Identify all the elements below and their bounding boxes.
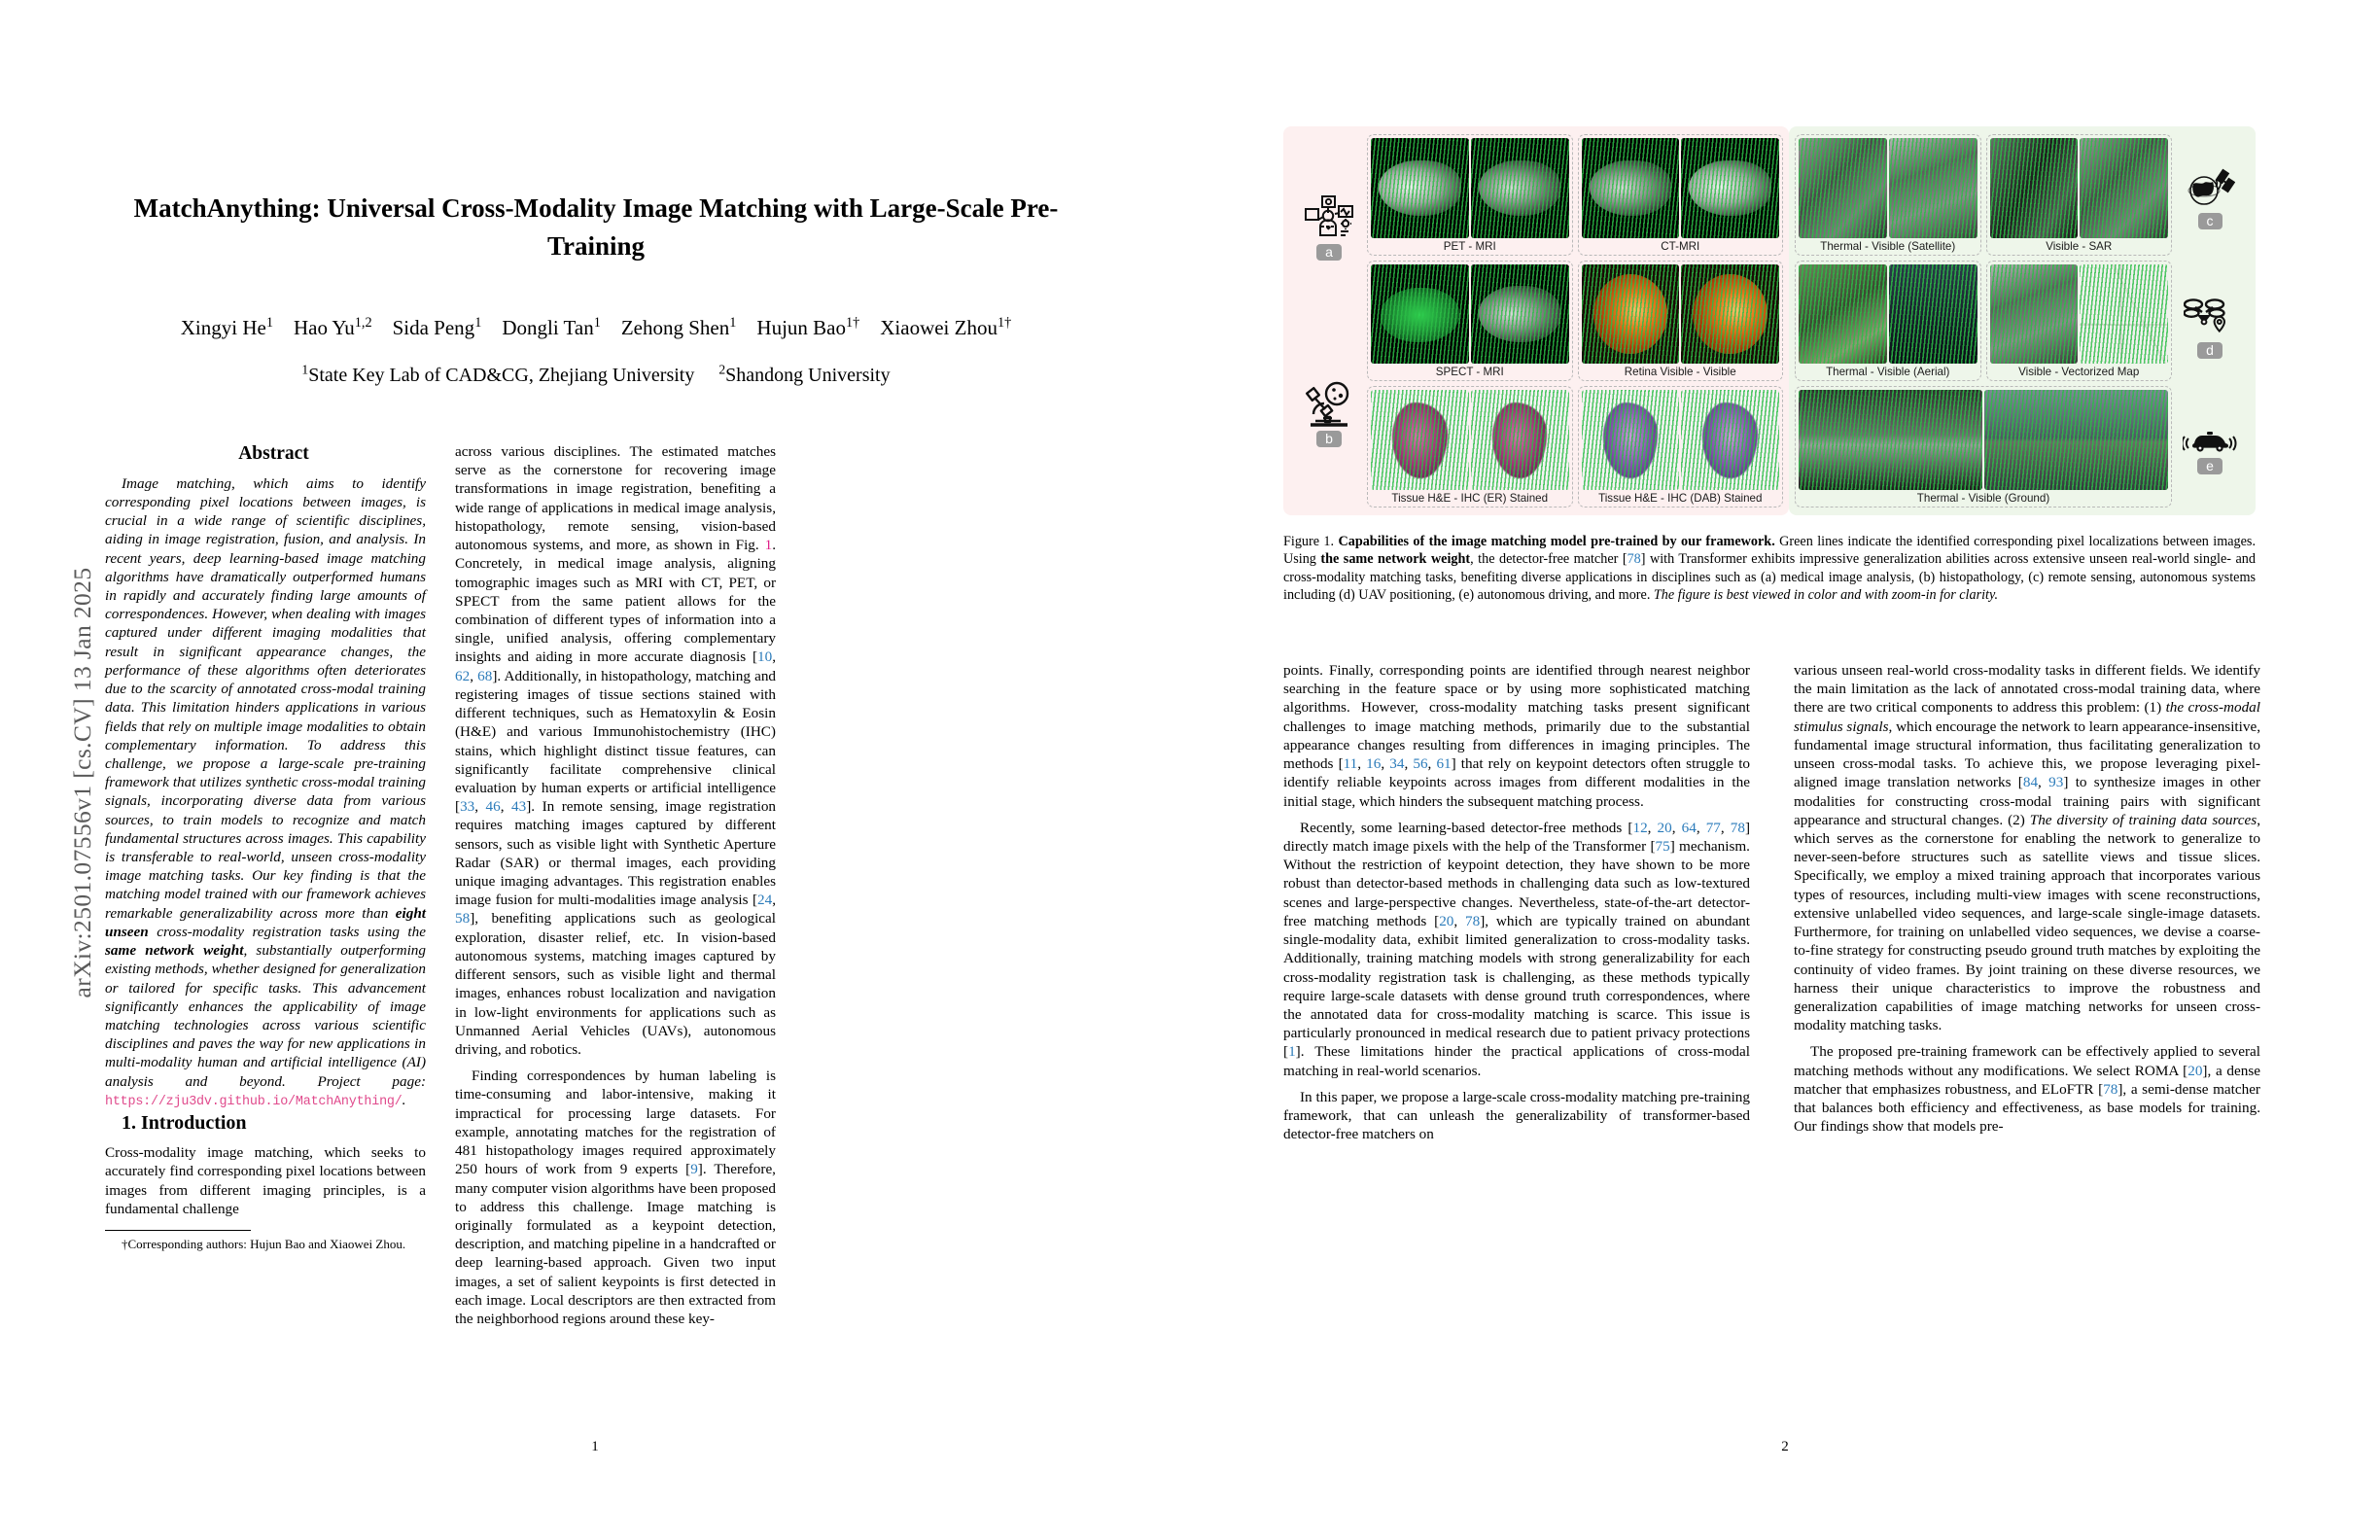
figure-icon-c (2185, 167, 2235, 229)
panel-image (1371, 264, 1469, 365)
satellite-earth-icon (2185, 167, 2235, 210)
figure-panel[interactable] (1367, 261, 1573, 382)
panel-image (1371, 138, 1469, 238)
colD-paragraph-1: various unseen real-world cross-modality tasks in different fields. We identify the main limitation as the lack of annotated cross-modal training data, where there are two critical components to address this problem: (1) the cross-modal stimulus signals, which encourage the network to learn appearance-insensitive, fundamental image structural information, thus facilitating generalization to unseen cross-modal tasks. To achieve this, we propose leveraging pixel-aligned image translation networks [84, 93] to synthesize images in other modalities for constructing cross-modal training pairs with significant appearance and structural changes. (2) The diversity of training data sources, which serves as the cornerstone for enabling the network to generalize to never-seen-before structures such as satellite views and tissue slices. Specifically, we employ a mixed training approach that incorporates various types of resources, including multi-view images with scene reconstructions, extensive unlabelled video sequences, and large-scale single-image datasets. Furthermore, for training on unlabelled video sequences, we devise a coarse-to-fine strategy for constructing pseudo ground truth matches by exploiting the continuity of video frames. By joint training on these diverse resources, we harness their unique characteristics to improve the robustness and generalization capabilities of image matching networks for unseen cross-modality matching tasks. (1794, 662, 2261, 1034)
panel-image (1582, 264, 1680, 365)
panel-label: CT-MRI (1661, 239, 1700, 253)
author-list: Xingyi He$^1$ Hao Yu$^{1,2}$ Sida Peng$^1$ Dongli Tan$^1$ Zehong Shen$^1$ Hujun Bao$^{1\dagger}$ Xiaowei Zhou$^{1\dagger}$ (180, 315, 1012, 339)
figure-panel[interactable] (1795, 386, 2172, 508)
figure-panel[interactable] (1578, 261, 1784, 382)
panel-images (1799, 138, 1978, 238)
panel-images (1582, 138, 1780, 238)
panel-label: Thermal - Visible (Aerial) (1826, 366, 1950, 379)
figure-icon-column-right (2172, 134, 2248, 508)
panel-label: Thermal - Visible (Satellite) (1820, 239, 1956, 253)
figure-icon-a-badge: a (1316, 244, 1342, 261)
panel-label: Tissue H&E - IHC (ER) Stained (1391, 492, 1549, 506)
figure-panel-row-1 (1367, 134, 1783, 256)
panel-image (2080, 264, 2168, 365)
figure-panel[interactable] (1986, 261, 2173, 382)
figure-group-remote (1789, 126, 2256, 515)
colC-paragraph-3: In this paper, we propose a large-scale cross-modality matching pre-training framework, that can unleash the generalizability of transformer-based detector-free matchers on (1283, 1088, 1750, 1143)
figure-panel-row-2 (1795, 261, 2172, 382)
panel-image (1681, 264, 1779, 365)
column-two (455, 442, 776, 1336)
panel-image (1582, 390, 1680, 490)
figure-icon-d (2184, 297, 2236, 359)
figure-icon-e (2183, 426, 2237, 474)
panel-images (1371, 390, 1569, 490)
figure-panel[interactable] (1578, 134, 1784, 256)
panel-image (1471, 138, 1569, 238)
panel-label: Tissue H&E - IHC (DAB) Stained (1598, 492, 1763, 506)
panel-image (2080, 138, 2168, 238)
intro-paragraph-1: Cross-modality image matching, which seeks to accurately find corresponding pixel locations between images from different imaging principles, is a fundamental challenge (105, 1144, 426, 1217)
panel-image (1582, 138, 1680, 238)
figure-panel-row-2 (1367, 261, 1783, 382)
panel-image (1371, 390, 1469, 490)
figure-panel-row-1 (1795, 134, 2172, 256)
figure-icon-c-badge: c (2198, 213, 2222, 229)
section-heading-introduction: 1. Introduction (122, 1111, 247, 1134)
autonomous-car-icon (2183, 426, 2237, 455)
column-four (1794, 661, 2260, 1143)
figure-1 (1283, 126, 2256, 515)
panel-image (1799, 138, 1887, 238)
colC-paragraph-1: points. Finally, corresponding points are identified through nearest neighbor searching in the feature space or by using more sophisticated matching algorithms. However, cross-modality matching tasks present significant challenges to image matching methods, primarily due to the substantial appearance changes resulting from differences in imaging principles. The methods [11, 16, 34, 56, 61] that rely on keypoint detectors often struggle to identify reliable keypoints across images from different modalities in the initial stage, which hinders the subsequent matching process. (1283, 662, 1751, 810)
page-number-right: 2 (1781, 1439, 1789, 1454)
footnote-divider (105, 1230, 251, 1231)
panel-images (1371, 264, 1569, 365)
panel-label: Thermal - Visible (Ground) (1916, 492, 2050, 506)
uav-drone-icon (2184, 297, 2236, 339)
figure-panel[interactable] (1795, 261, 1981, 382)
panel-image (1681, 138, 1779, 238)
figure-panel[interactable] (1795, 134, 1981, 256)
figure-icon-e-badge: e (2197, 458, 2222, 474)
page-number-left: 1 (591, 1439, 599, 1454)
figure-icon-column-left (1291, 134, 1367, 508)
colD-paragraph-2: The proposed pre-training framework can be effectively applied to several matching methods without any modifications. We select ROMA [20], a dense matcher that emphasizes robustness, and ELoFTR [78], a semi-dense matcher that balances both efficiency and effectiveness, as base models for training. Our findings show that models pre- (1794, 1043, 2260, 1136)
page-title: MatchAnything: Universal Cross-Modality Image Matching with Large-Scale Pre-Training (133, 193, 1059, 262)
panel-image (1799, 390, 1982, 490)
abstract-paragraph: Image matching, which aims to identify corresponding pixel locations between images, is crucial in a wide range of scientific disciplines, aiding in image registration, fusion, and analysis. In recent years, deep learning-based image matching algorithms have dramatically outperformed humans in rapidly and accurately finding large amounts of correspondences. However, when dealing with images captured under different imaging modalities that result in significant appearance changes, the performance of these algorithms often deteriorates due to the scarcity of annotated cross-modal training data. This limitation hinders applications in various fields that rely on multiple image modalities to obtain complementary information. To address this challenge, we propose a large-scale pre-training framework that utilizes synthetic cross-modal training signals, incorporating diverse data from various sources, to train models to recognize and match fundamental structures across images. This capability is transferable to real-world, unseen cross-modality image matching tasks. Our key finding is that the matching model trained with our framework achieves remarkable generalizability across more than eight unseen cross-modality registration tasks using the same network weight, substantially outperforming existing methods, whether designed for generalization or tailored for specific tasks. This advancement significantly enhances the applicability of image matching technologies across various scientific disciplines and paves the way for new applications in multi-modality human and artificial intelligence (AI) analysis and beyond. Project page: https://zju3dv.github.io/MatchAnything/. (105, 474, 426, 1109)
panel-images (1371, 138, 1569, 238)
panel-label: PET - MRI (1443, 239, 1496, 253)
figure-group-medical (1283, 126, 1789, 515)
figure-panel[interactable] (1986, 134, 2173, 256)
panel-image (1799, 264, 1887, 365)
colB-paragraph-1: across various disciplines. The estimated matches serve as the cornerstone for recovering image transformations in image registration, benefiting a wide range of applications in medical image analysis, histopathology, remote sensing, vision-based autonomous systems, and more, as shown in Fig. 1. Concretely, in medical image analysis, aligning tomographic images such as MRI with CT, PET, or SPECT from the same patient allows for the combination of different types of information into a single, unified analysis, offering complementary insights and aiding in more accurate diagnosis [10, 62, 68]. Additionally, in histopathology, matching and registering images of tissue sections stained with different techniques, such as Hematoxylin & Eosin (H&E) and various Immunohistochemistry (IHC) stains, which highlight distinct tissue features, can significantly facilitate comprehensive clinical evaluation by human experts or artificial intelligence [33, 46, 43]. In remote sensing, image registration requires matching images captured by different sensors, such as visible light with Synthetic Aperture Radar (SAR) or thermal images, each providing unique imaging advantages. This registration enables image fusion for multi-modalities image analysis [24, 58], benefiting applications such as geological exploration, disaster relief, etc. In vision-based autonomous systems, matching images captured by different sensors, such as visible light and thermal images, enhances robust localization and navigation in low-light environments for applications such as Unmanned Aerial Vehicles (UAVs), autonomous driving, and robotics. (455, 443, 777, 1058)
abstract-body (105, 474, 426, 1111)
figure-panel-row-3 (1795, 386, 2172, 508)
figure-icon-b-badge: b (1316, 431, 1342, 447)
footnote-text: †Corresponding authors: Hujun Bao and Xiaowei Zhou. (122, 1237, 406, 1251)
arxiv-stamp: arXiv:2501.07556v1 [cs.CV] 13 Jan 2025 (68, 567, 96, 998)
colB-paragraph-2: Finding correspondences by human labeling is time-consuming and labor-intensive, making it impractical for processing large datasets. For example, annotating matches for the registration of 481 histopathology images required approximately 250 hours of work from 9 experts [9]. Therefore, many computer vision algorithms have been proposed to address this challenge. Image matching is originally formulated as a keypoint detection, description, and matching pipeline in a handcrafted or deep learning-based approach. Given two input images, a set of salient keypoints is first detected in each image. Local descriptors are then extracted from the neighborhood regions around these key- (455, 1068, 776, 1328)
panel-image (1990, 264, 2079, 365)
figure-panel[interactable] (1367, 134, 1573, 256)
panel-images (1990, 264, 2169, 365)
panel-image (1471, 264, 1569, 365)
microscope-icon (1304, 381, 1354, 428)
panel-label: Visible - SAR (2046, 239, 2113, 253)
panel-images (1990, 138, 2169, 238)
figure-icon-d-badge: d (2197, 342, 2222, 359)
panel-label: Retina Visible - Visible (1624, 366, 1736, 379)
figure-panel[interactable] (1367, 386, 1573, 508)
panel-label: Visible - Vectorized Map (2018, 366, 2140, 379)
panel-images (1799, 264, 1978, 365)
panel-label: SPECT - MRI (1435, 366, 1504, 379)
panel-image (1889, 138, 1978, 238)
panel-image (1471, 390, 1569, 490)
panel-image (1984, 390, 2168, 490)
panel-images (1582, 390, 1780, 490)
figure-panels-remote (1795, 134, 2172, 508)
colC-paragraph-2: Recently, some learning-based detector-free methods [12, 20, 64, 77, 78] directly match image pixels with the help of the Transformer [75] mechanism. Without the restriction of keypoint detection, they have shown to be more robust than detector-based methods in challenging data such as low-textured scenes and large-perspective changes. Nevertheless, state-of-the-art detector-free matching methods [20, 78], which are typically trained on abundant single-modality data, exhibit limited generalization to cross-modality tasks. Additionally, training matching models with strong generalizability for each cross-modality registration task is challenging, as these methods typically require large-scale datasets with dense ground truth correspondences, where the annotated data for cross-modality matching is scarce. This issue is particularly pronounced in medical research due to patient privacy protections [1]. These limitations hinder the practical applications of cross-modal matching in real-world scenarios. (1283, 819, 1751, 1079)
figure-icon-b (1304, 381, 1354, 447)
panel-image (1990, 138, 2079, 238)
figure-panel[interactable] (1578, 386, 1784, 508)
figure-icon-a (1303, 194, 1355, 261)
column-one (105, 442, 426, 1260)
panel-image (1681, 390, 1779, 490)
medical-analysis-icon (1303, 194, 1355, 241)
panel-image (1889, 264, 1978, 365)
affiliation-list: $^1$State Key Lab of CAD&CG, Zhejiang University $^2$Shandong University (301, 362, 891, 386)
column-three (1283, 661, 1750, 1151)
figure-caption: Figure 1. Capabilities of the image matching model pre-trained by our framework. Green lines indicate the identified corresponding pixel localizations between images. Using the same network weight, the detector-free matcher [78] with Transformer exhibits impressive generalization abilities across extensive unseen real-world single- and cross-modality matching tasks, benefiting diverse applications in disciplines such as (a) medical image analysis, (b) histopathology, (c) remote sensing, autonomous systems including (d) UAV positioning, (e) autonomous driving, and more. The figure is best viewed in color and with zoom-in for clarity. (1283, 534, 2256, 604)
panel-images (1582, 264, 1780, 365)
figure-panels-medical (1367, 134, 1783, 508)
abstract-heading: Abstract (238, 443, 309, 464)
panel-images (1799, 390, 2168, 490)
figure-panel-row-3 (1367, 386, 1783, 508)
